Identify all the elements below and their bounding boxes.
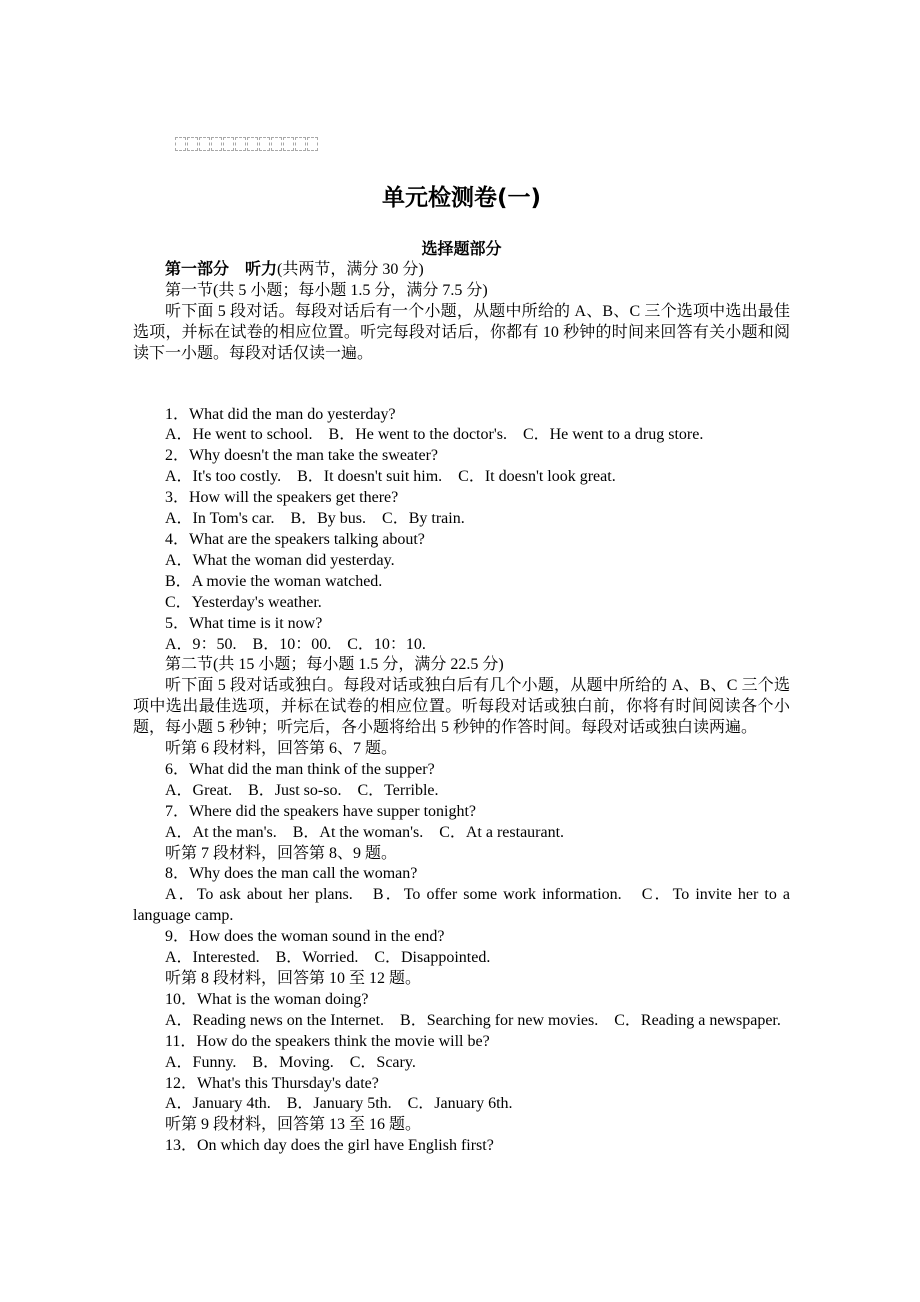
placeholder-box — [295, 137, 306, 151]
question-8-options: A．To ask about her plans. B．To offer some work information. C．To invite her to a language camp. — [133, 886, 790, 925]
placeholder-box-row — [175, 137, 790, 151]
part1-heading — [133, 259, 790, 281]
question-12-options: A．January 4th. B．January 5th. C．January 6th. — [165, 1095, 513, 1113]
part1-heading-rest: (共两节，满分 30 分) — [277, 261, 424, 278]
placeholder-box — [223, 137, 234, 151]
placeholder-box — [271, 137, 282, 151]
document-page — [133, 0, 790, 1157]
question-5-options: A．9：50. B．10：00. C．10：10. — [165, 635, 426, 653]
question-10: 10．What is the woman doing? — [165, 990, 369, 1008]
question-13: 13．On which day does the girl have English first? — [165, 1137, 494, 1155]
question-8: 8．Why does the man call the woman? — [165, 865, 418, 883]
question-11: 11．How do the speakers think the movie will be? — [165, 1032, 490, 1050]
placeholder-box — [235, 137, 246, 151]
question-6-options: A．Great. B．Just so-so. C．Terrible. — [165, 781, 439, 799]
section2-instructions: 听下面 5 段对话或独白。每段对话或独白后有几个小题，从题中所给的 A、B、C 三个选项中选出最佳选项，并标在试卷的相应位置。听每段对话或独白前，你将有时间阅读各个小题，每小题 5 秒钟；听完后，各小题将给出 5 秒钟的作答时间。每段对话或独白读两遍。 — [133, 677, 790, 737]
blank-gap — [133, 365, 790, 405]
section2-heading: 第二节(共 15 小题；每小题 1.5 分，满分 22.5 分) — [165, 656, 504, 674]
material-6-prompt: 听第 6 段材料，回答第 6、7 题。 — [165, 740, 398, 758]
material-7-prompt: 听第 7 段材料，回答第 8、9 题。 — [165, 844, 398, 862]
question-4: 4．What are the speakers talking about? — [165, 530, 425, 548]
question-5: 5．What time is it now? — [165, 614, 323, 632]
question-1: 1．What did the man do yesterday? — [165, 405, 396, 423]
question-3: 3．How will the speakers get there? — [165, 489, 399, 507]
question-4-option-a: A．What the woman did yesterday. — [165, 551, 395, 569]
question-2-options: A．It's too costly. B．It doesn't suit him. C．It doesn't look great. — [165, 468, 616, 486]
placeholder-box — [199, 137, 210, 151]
question-10-options: A．Reading news on the Internet. B．Searching for new movies. C．Reading a newspaper. — [165, 1011, 781, 1029]
placeholder-box — [283, 137, 294, 151]
question-1-options: A．He went to school. B．He went to the doctor's. C．He went to a drug store. — [165, 426, 704, 444]
material-8-prompt: 听第 8 段材料，回答第 10 至 12 题。 — [165, 970, 422, 987]
section1-heading: 第一节(共 5 小题；每小题 1.5 分，满分 7.5 分) — [165, 281, 488, 299]
question-6: 6．What did the man think of the supper? — [165, 760, 435, 778]
question-4-option-c: C．Yesterday's weather. — [165, 593, 322, 611]
placeholder-box — [187, 137, 198, 151]
question-2: 2．Why doesn't the man take the sweater? — [165, 447, 439, 465]
question-9: 9．How does the woman sound in the end? — [165, 928, 445, 946]
placeholder-box — [211, 137, 222, 151]
placeholder-box — [247, 137, 258, 151]
section-subtitle: 选择题部分 — [421, 239, 502, 258]
question-12: 12．What's this Thursday's date? — [165, 1074, 379, 1092]
doc-title: 单元检测卷(一) — [381, 185, 542, 211]
placeholder-box — [175, 137, 186, 151]
section1-instructions: 听下面 5 段对话。每段对话后有一个小题，从题中所给的 A、B、C 三个选项中选出最佳选项，并标在试卷的相应位置。听完每段对话后，你都有 10 秒钟的时间来回答有关小题和阅读下一小题。每段对话仅读一遍。 — [133, 302, 790, 362]
question-9-options: A．Interested. B．Worried. C．Disappointed. — [165, 949, 491, 967]
placeholder-box — [307, 137, 318, 151]
material-9-prompt: 听第 9 段材料，回答第 13 至 16 题。 — [165, 1116, 422, 1134]
placeholder-box — [259, 137, 270, 151]
question-7: 7．Where did the speakers have supper tonight? — [165, 802, 477, 820]
part1-heading-bold: 第一部分 听力 — [165, 259, 278, 278]
question-3-options: A．In Tom's car. B．By bus. C．By train. — [165, 510, 465, 528]
question-11-options: A．Funny. B．Moving. C．Scary. — [165, 1053, 416, 1071]
question-7-options: A．At the man's. B．At the woman's. C．At a restaurant. — [165, 823, 565, 841]
question-4-option-b: B．A movie the woman watched. — [165, 572, 383, 590]
